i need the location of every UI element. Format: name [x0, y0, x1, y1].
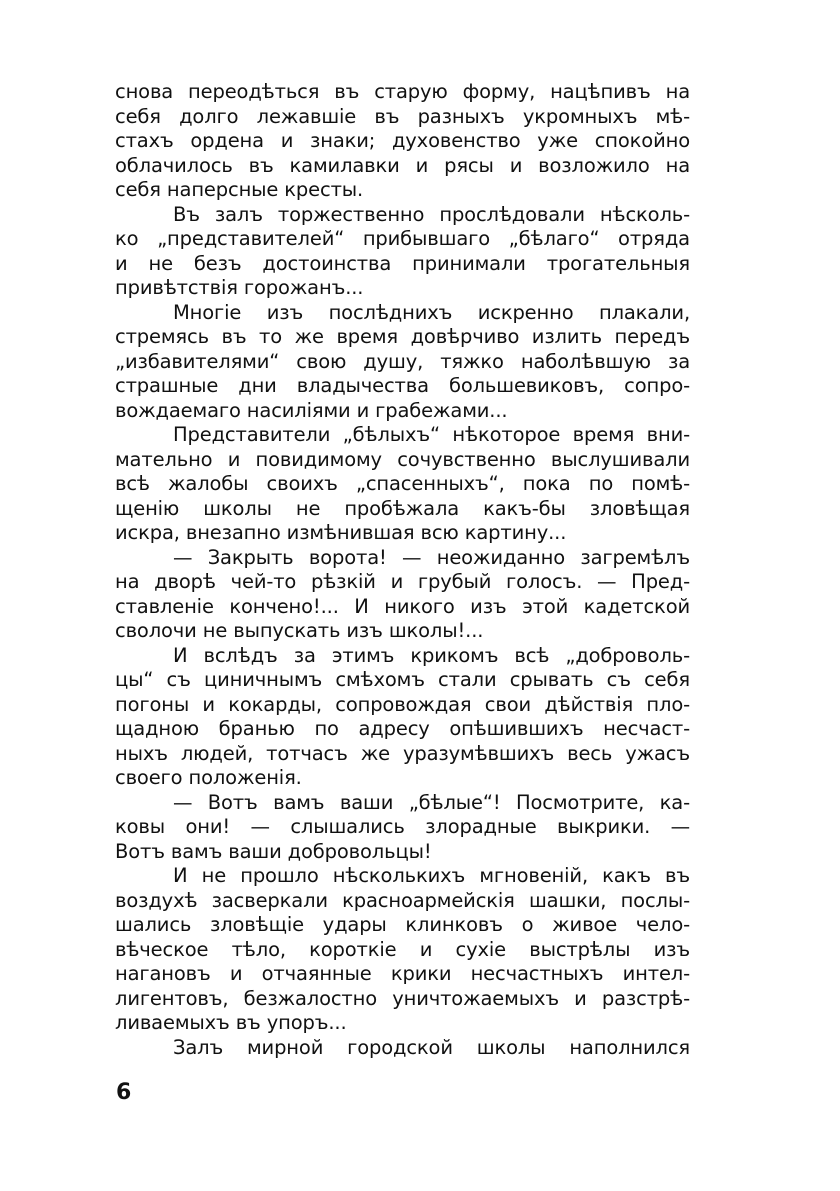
text-line: ставленіе кончено!... И никого изъ этой кадетской: [115, 594, 690, 618]
text-line: воздухѣ засверкали красноармейскія шашки, послы-: [115, 888, 690, 912]
text-line: „избавителями“ свою душу, тяжко наболѣвшую за: [115, 349, 690, 373]
text-line: щенію школы не пробѣжала какъ-бы зловѣщая: [115, 496, 690, 520]
text-line: ко „представителей“ прибывшаго „бѣлаго“ отряда: [115, 227, 690, 250]
text-line: Въ залъ торжественно прослѣдовали нѣсколь-: [173, 202, 690, 226]
text-line: и не безъ достоинства принимали трогательныя: [115, 251, 690, 275]
text-line: себя наперсные кресты.: [115, 178, 364, 201]
text-line: облачилось въ камилавки и рясы и возложило на: [115, 153, 690, 177]
text-line: ливаемыхъ въ упоръ...: [115, 1011, 347, 1034]
text-line: ковы они! — слышались злорадные выкрики. —: [115, 815, 690, 838]
text-line: И вслѣдъ за этимъ крикомъ всѣ „доброволь-: [173, 643, 690, 667]
text-line: своего положенія.: [115, 766, 302, 789]
text-line: стахъ ордена и знаки; духовенство уже спокойно: [115, 129, 690, 152]
text-line: Многіе изъ послѣднихъ искренно плакали,: [173, 300, 690, 324]
text-line: Вотъ вамъ ваши добровольцы!: [115, 839, 432, 863]
text-line: Залъ мирной городской школы наполнился: [173, 1035, 690, 1059]
text-line: лигентовъ, безжалостно уничтожаемыхъ и разстрѣ-: [115, 986, 690, 1010]
text-line: — Закрыть ворота! — неожиданно загремѣлъ: [173, 545, 690, 569]
text-line: сволочи не выпускать изъ школы!...: [115, 619, 484, 642]
text-line: шались зловѣщіе удары клинковъ о живое чело-: [115, 913, 690, 936]
text-line: снова переодѣться въ старую форму, нацѣпивъ на: [115, 80, 690, 103]
text-line: стремясь въ то же время довѣрчиво излить передъ: [115, 325, 690, 348]
text-line: привѣтствія горожанъ...: [115, 276, 364, 299]
text-line: страшные дни владычества большевиковъ, сопро-: [115, 374, 690, 397]
text-line: погоны и кокарды, сопровождая свои дѣйствія пло-: [115, 692, 690, 716]
text-line: ныхъ людей, тотчасъ же уразумѣвшихъ весь ужасъ: [115, 741, 690, 765]
text-line: на дворѣ чей-то рѣзкій и грубый голосъ. — Пред-: [115, 570, 690, 593]
text-line: — Вотъ вамъ ваши „бѣлые“! Посмотрите, ка-: [173, 790, 690, 814]
text-line: Представители „бѣлыхъ“ нѣкоторое время вни-: [173, 423, 690, 446]
text-line: И не прошло нѣсколькихъ мгновеній, какъ въ: [173, 864, 690, 887]
text-line: вѣческое тѣло, короткіе и сухіе выстрѣлы изъ: [115, 937, 690, 961]
text-line: вождаемаго насиліями и грабежами...: [115, 398, 508, 422]
text-line: щадною бранью по адресу опѣшившихъ несчаст-: [115, 717, 690, 740]
text-line: нагановъ и отчаянные крики несчастныхъ интел-: [115, 962, 690, 985]
text-line: себя долго лежавшіе въ разныхъ укромныхъ мѣ-: [115, 104, 690, 128]
text-line: всѣ жалобы своихъ „спасенныхъ“, пока по помѣ-: [115, 472, 690, 495]
text-line: искра, внезапно измѣнившая всю картину...: [115, 521, 567, 544]
text-line: цы“ съ циничнымъ смѣхомъ стали срывать съ себя: [115, 668, 690, 691]
text-line: мательно и повидимому сочувственно выслушивали: [115, 447, 690, 471]
page-number: 6: [116, 1080, 132, 1105]
body-text: [115, 80, 690, 1060]
